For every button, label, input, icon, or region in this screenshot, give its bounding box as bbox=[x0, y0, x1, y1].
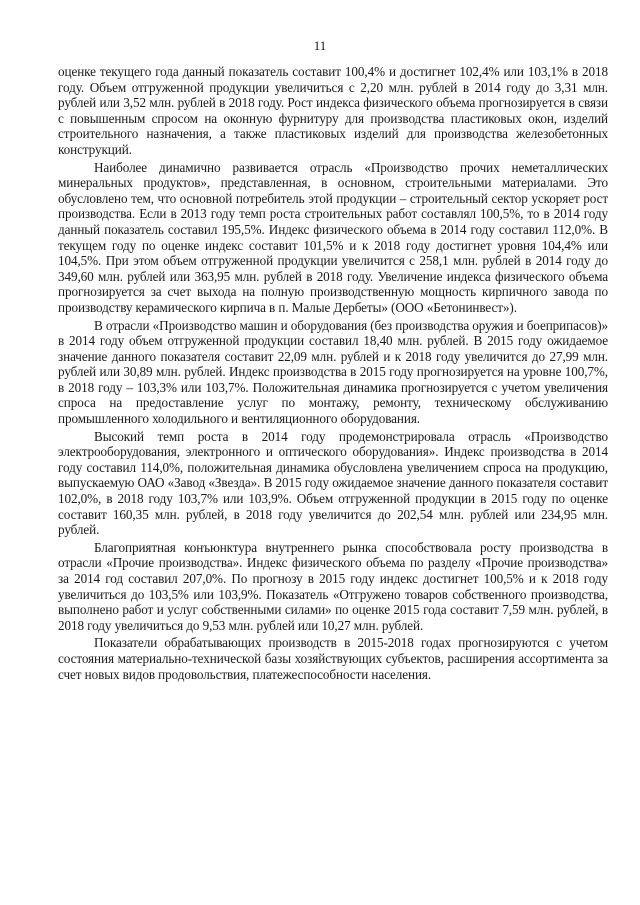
paragraph-plastic-products: оценке текущего года данный показатель составит 100,4% и достигнет 102,4% или 103,1% в 2018 году. Объем отгруженной продукции увеличиться с 2,20 млн. рублей в 2014 году до 3,31 млн. рублей или 3,52 млн. рублей в 2018 году. Рост индекса физического объема прогнозируется в связи с повышенным спросом на оконную фурнитуру для производства пластиковых окон, изделий строительного назначения, а также пластиковых изделий для производства железобетонных конструкций. bbox=[58, 64, 608, 157]
paragraph-electrical-equipment: Высокий темп роста в 2014 году продемонстрировала отрасль «Производство электрооборудования, электронного и оптического оборудования». Индекс производства в 2014 году составил 114,0%, положительная динамика обусловлена увеличением спроса на продукцию, выпускаемую ОАО «Завод «Звезда». В 2015 году ожидаемое значение данного показателя составит 102,0%, в 2018 году 103,7% или 103,9%. Объем отгруженной продукции в 2015 году по оценке составит 160,35 млн. рублей, в 2018 году увеличится до 202,54 млн. рублей или 234,95 млн. рублей. bbox=[58, 428, 608, 538]
paragraph-manufacturing-summary: Показатели обрабатывающих производств в 2015-2018 годах прогнозируются с учетом состояния материально-технической базы хозяйствующих субъектов, расширения ассортимента за счет новых видов продовольствия, платежеспособности населения. bbox=[58, 635, 608, 682]
paragraph-machinery-equipment: В отрасли «Производство машин и оборудования (без производства оружия и боеприпасов)» в 2014 году объем отгруженной продукции составил 18,40 млн. рублей. В 2015 году ожидаемое значение данного показателя составит 22,09 млн. рублей и к 2018 году увеличится до 27,99 млн. рублей или 30,89 млн. рублей. Индекс производства в 2015 году прогнозируется на уровне 100,7%, в 2018 году – 103,3% или 103,7%. Положительная динамика прогнозируется с учетом увеличения спроса на предоставление услуг по монтажу, ремонту, техническому обслуживанию промышленного холодильного и вентиляционного оборудования. bbox=[58, 317, 608, 427]
document-body bbox=[58, 64, 608, 684]
paragraph-nonmetallic-minerals: Наиболее динамично развивается отрасль «Производство прочих неметаллических минеральных продуктов», представленная, в основном, строительными материалами. Это обусловлено тем, что основной потребитель этой продукции – строительный сектор ускоряет рост производства. Если в 2013 году темп роста строительных работ составлял 100,5%, то в 2014 году данный показатель составил 195,5%. Индекс физического объема в 2014 году составил 112,0%. В текущем году по оценке индекс составит 101,5% и к 2018 году достигнет уровня 104,4% или 104,5%. При этом объем отгруженной продукции увеличится с 258,1 млн. рублей в 2014 году до 349,60 млн. рублей или 363,95 млн. рублей в 2018 году. Увеличение индекса физического объема прогнозируется за счет выхода на полную производственную мощность кирпичного завода по производству керамического кирпича в п. Малые Дербеты» (ООО «Бетонинвест»). bbox=[58, 159, 608, 315]
paragraph-other-production: Благоприятная конъюнктура внутреннего рынка способствовала росту производства в отрасли «Прочие производства». Индекс физического объема по разделу «Прочие производства» за 2014 год составил 207,0%. По прогнозу в 2015 году индекс достигнет 100,5% и к 2018 году увеличиться до 103,5% или 103,9%. Показатель «Отгружено товаров собственного производства, выполнено работ и услуг собственными силами» по оценке 2015 года составит 7,59 млн. рублей, в 2018 году увеличиться до 9,53 млн. рублей или 10,27 млн. рублей. bbox=[58, 539, 608, 633]
page-number: 11 bbox=[313, 38, 327, 53]
